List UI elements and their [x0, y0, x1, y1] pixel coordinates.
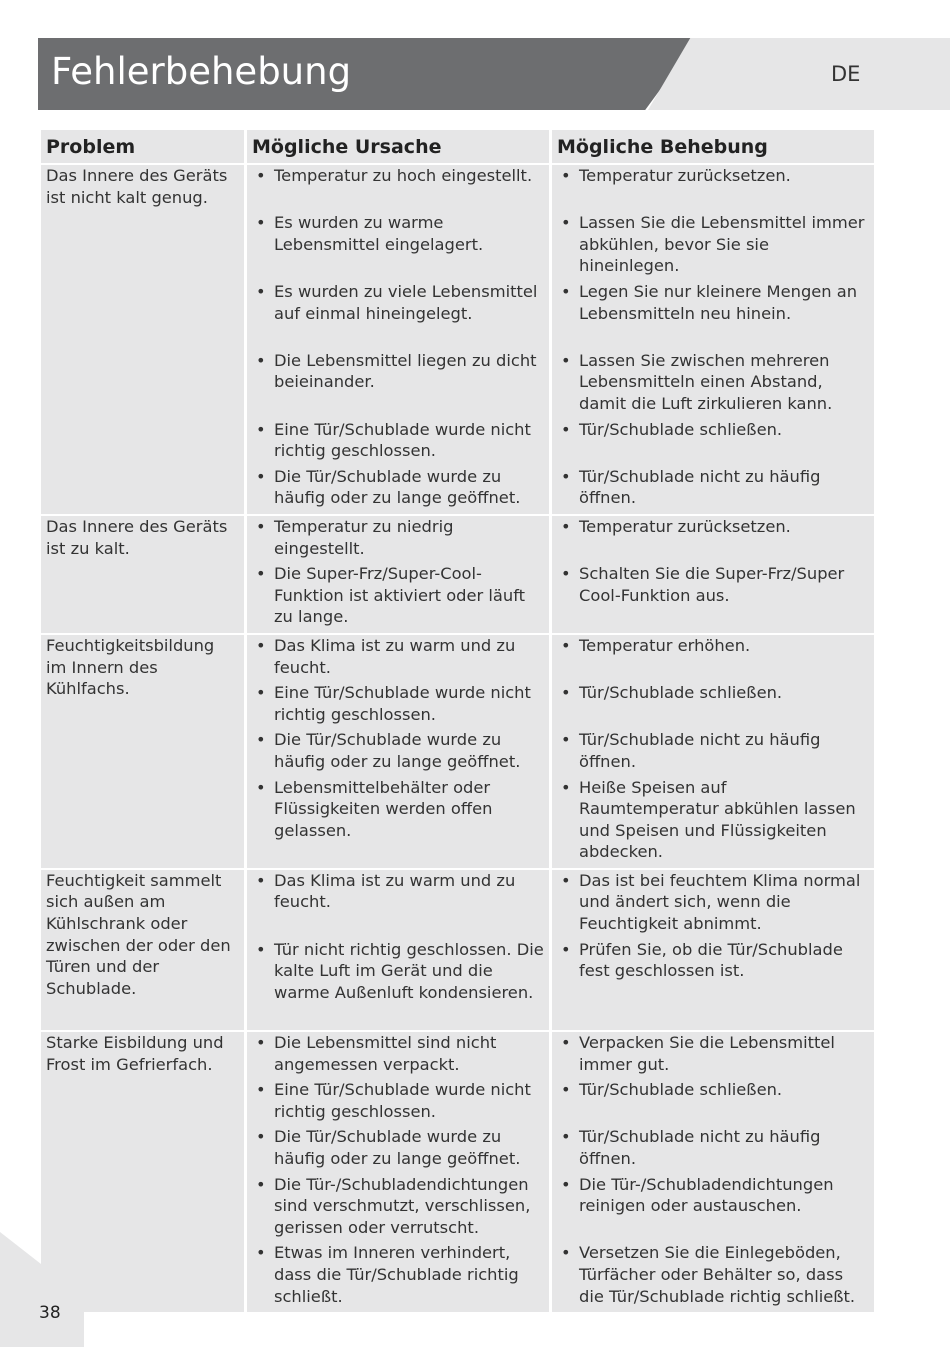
cause-list-item: • Temperatur zu hoch eingestellt. — [252, 165, 544, 210]
fix-list-item: • Tür/Schublade schließen. — [557, 1079, 869, 1124]
problem-cell: Das Innere des Geräts ist nicht kalt genug. — [41, 165, 244, 514]
cause-list-item: • Eine Tür/Schublade wurde nicht richtig geschlossen. — [252, 682, 544, 727]
fix-list-item: • Tür/Schublade nicht zu häufig öffnen. — [557, 729, 869, 774]
table-body — [41, 165, 874, 1312]
fix-cell — [552, 635, 874, 868]
fix-cell — [552, 516, 874, 633]
fix-list-item: • Heiße Speisen auf Raumtemperatur abkühlen lassen und Speisen und Flüssigkeiten abdecken. — [557, 777, 869, 865]
table-header-row — [41, 130, 874, 163]
cause-list-item: • Temperatur zu niedrig eingestellt. — [252, 516, 544, 561]
fix-cell — [552, 870, 874, 1030]
fix-list-item: • Verpacken Sie die Lebensmittel immer gut. — [557, 1032, 869, 1077]
language-code: DE — [831, 62, 861, 86]
problem-cell: Starke Eisbildung und Frost im Gefrierfach. — [41, 1032, 244, 1312]
fix-list-item: • Schalten Sie die Super-Frz/Super Cool-Funktion aus. — [557, 563, 869, 630]
cause-cell — [247, 870, 549, 1030]
cause-cell — [247, 165, 549, 514]
table-row — [41, 635, 874, 868]
fix-list-item: • Tür/Schublade nicht zu häufig öffnen. — [557, 1126, 869, 1171]
fix-list-item: • Temperatur zurücksetzen. — [557, 165, 869, 210]
problem-cell: Das Innere des Geräts ist zu kalt. — [41, 516, 244, 633]
column-header-cause: Mögliche Ursache — [247, 130, 549, 163]
fix-list-item: • Temperatur erhöhen. — [557, 635, 869, 680]
fix-cell — [552, 165, 874, 514]
fix-list-item: • Tür/Schublade schließen. — [557, 682, 869, 727]
cause-list-item: • Tür nicht richtig geschlossen. Die kalte Luft im Gerät und die warme Außenluft kondensieren. — [252, 939, 544, 1027]
language-tab — [648, 38, 950, 110]
problem-cell: Feuchtigkeit sammelt sich außen am Kühlschrank oder zwischen der oder den Türen und der Schublade. — [41, 870, 244, 1030]
cause-list-item: • Das Klima ist zu warm und zu feucht. — [252, 635, 544, 680]
cause-cell — [247, 516, 549, 633]
cause-list-item: • Es wurden zu viele Lebensmittel auf einmal hineingelegt. — [252, 281, 544, 348]
cause-list-item: • Die Lebensmittel liegen zu dicht beieinander. — [252, 350, 544, 417]
cause-list-item: • Die Tür-/Schubladendichtungen sind verschmutzt, verschlissen, gerissen oder verrutscht. — [252, 1174, 544, 1241]
page-number: 38 — [39, 1303, 61, 1323]
fix-list-item: • Lassen Sie die Lebensmittel immer abkühlen, bevor Sie sie hineinlegen. — [557, 212, 869, 279]
fix-list-item: • Das ist bei feuchtem Klima normal und ändert sich, wenn die Feuchtigkeit abnimmt. — [557, 870, 869, 937]
page-title: Fehlerbehebung — [51, 50, 352, 93]
table-row — [41, 1032, 874, 1312]
fix-list-item: • Versetzen Sie die Einlegeböden, Türfächer oder Behälter so, dass die Tür/Schublade richtig schließt. — [557, 1242, 869, 1309]
column-header-problem: Problem — [41, 130, 244, 163]
cause-list-item: • Die Tür/Schublade wurde zu häufig oder zu lange geöffnet. — [252, 729, 544, 774]
cause-list-item: • Die Lebensmittel sind nicht angemessen verpackt. — [252, 1032, 544, 1077]
cause-list-item: • Etwas im Inneren verhindert, dass die Tür/Schublade richtig schließt. — [252, 1242, 544, 1309]
cause-list-item: • Lebensmittelbehälter oder Flüssigkeiten werden offen gelassen. — [252, 777, 544, 865]
troubleshooting-table — [38, 128, 877, 1314]
cause-list-item: • Eine Tür/Schublade wurde nicht richtig geschlossen. — [252, 1079, 544, 1124]
cause-list-item: • Die Tür/Schublade wurde zu häufig oder zu lange geöffnet. — [252, 1126, 544, 1171]
fix-list-item: • Die Tür-/Schubladendichtungen reinigen oder austauschen. — [557, 1174, 869, 1241]
cause-cell — [247, 1032, 549, 1312]
fix-list-item: • Prüfen Sie, ob die Tür/Schublade fest geschlossen ist. — [557, 939, 869, 1027]
cause-cell — [247, 635, 549, 868]
fix-cell — [552, 1032, 874, 1312]
fix-list-item: • Tür/Schublade schließen. — [557, 419, 869, 464]
fix-list-item: • Legen Sie nur kleinere Mengen an Lebensmitteln neu hinein. — [557, 281, 869, 348]
cause-list-item: • Die Tür/Schublade wurde zu häufig oder zu lange geöffnet. — [252, 466, 544, 511]
cause-list-item: • Das Klima ist zu warm und zu feucht. — [252, 870, 544, 937]
cause-list-item: • Eine Tür/Schublade wurde nicht richtig geschlossen. — [252, 419, 544, 464]
cause-list-item: • Die Super-Frz/Super-Cool-Funktion ist aktiviert oder läuft zu lange. — [252, 563, 544, 630]
table-row — [41, 165, 874, 514]
table-row — [41, 870, 874, 1030]
fix-list-item: • Temperatur zurücksetzen. — [557, 516, 869, 561]
problem-cell: Feuchtigkeitsbildung im Innern des Kühlfachs. — [41, 635, 244, 868]
table-row — [41, 516, 874, 633]
cause-list-item: • Es wurden zu warme Lebensmittel eingelagert. — [252, 212, 544, 279]
column-header-fix: Mögliche Behebung — [552, 130, 874, 163]
fix-list-item: • Lassen Sie zwischen mehreren Lebensmitteln einen Abstand, damit die Luft zirkulieren kann. — [557, 350, 869, 417]
fix-list-item: • Tür/Schublade nicht zu häufig öffnen. — [557, 466, 869, 511]
